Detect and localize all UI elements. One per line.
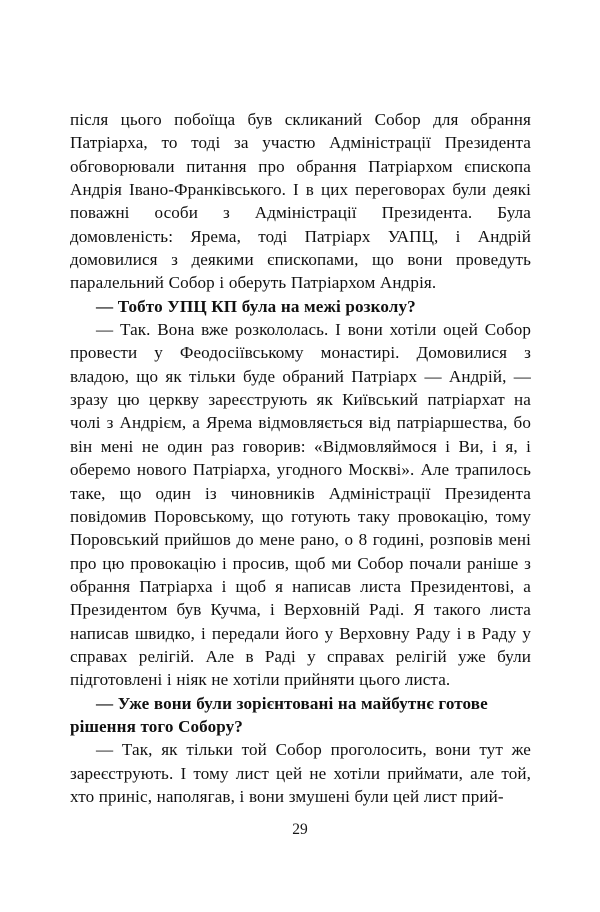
interview-question-1: — Тобто УПЦ КП була на межі розколу? [96, 296, 416, 316]
body-text-column [70, 108, 531, 808]
interview-question-2: — Уже вони були зорієнтовані на майбутнє готове рішення того Собору? [70, 693, 488, 736]
page-number: 29 [292, 821, 308, 838]
interview-answer-1: — Так. Вона вже розкололась. І вони хотіли оцей Собор провести у Феодосіївському монастирі. Домовилися з владою, що як тільки буде обраний Патріарх — Андрій, — зразу цю церкву зареєструють як Київський патріархат на чолі з Андрієм, а Ярема відмовляється від патріаршества, бо він мені не один раз говорив: «Відмовляймося і Ви, і я, і оберемо нового Патріарха, угодного Москві». Але трапилось таке, що один із чиновників Адміністрації Президента повідомив Поровському, що готують таку провокацію, тому Поровський прийшов до мене рано, о 8 годині, розповів мені про цю провокацію і просив, щоб ми Собор почали раніше з обрання Патріарха і щоб я написав листа Президентові, а Президентом був Кучма, і Верховній Раді. Я такого листа написав швидко, і передали його у Верховну Раду і в Раду у справах релігій. Але в Раді у справах релігій уже були підготовлені і ніяк не хотіли прийняти цього листа. [70, 320, 531, 690]
paragraph-continued: після цього побоїща був скликаний Собор для обрання Патріарха, то тоді за участю Адміністрації Президента обговорювали питання про обрання Патріархом єпископа Андрія Івано-Франківського. І в цих переговорах були деякі поважні особи з Адміністрації Президента. Була домовленість: Ярема, тоді Патріарх УАПЦ, і Андрій домовилися з деякими єпископами, що вони проведуть паралельний Собор і оберуть Патріархом Андрія. [70, 110, 531, 293]
interview-answer-2: — Так, як тільки той Собор проголосить, вони тут же зареєструють. І тому лист цей не хотіли приймати, але той, хто приніс, наполягав, і вони змушені були цей лист прий- [70, 740, 531, 806]
